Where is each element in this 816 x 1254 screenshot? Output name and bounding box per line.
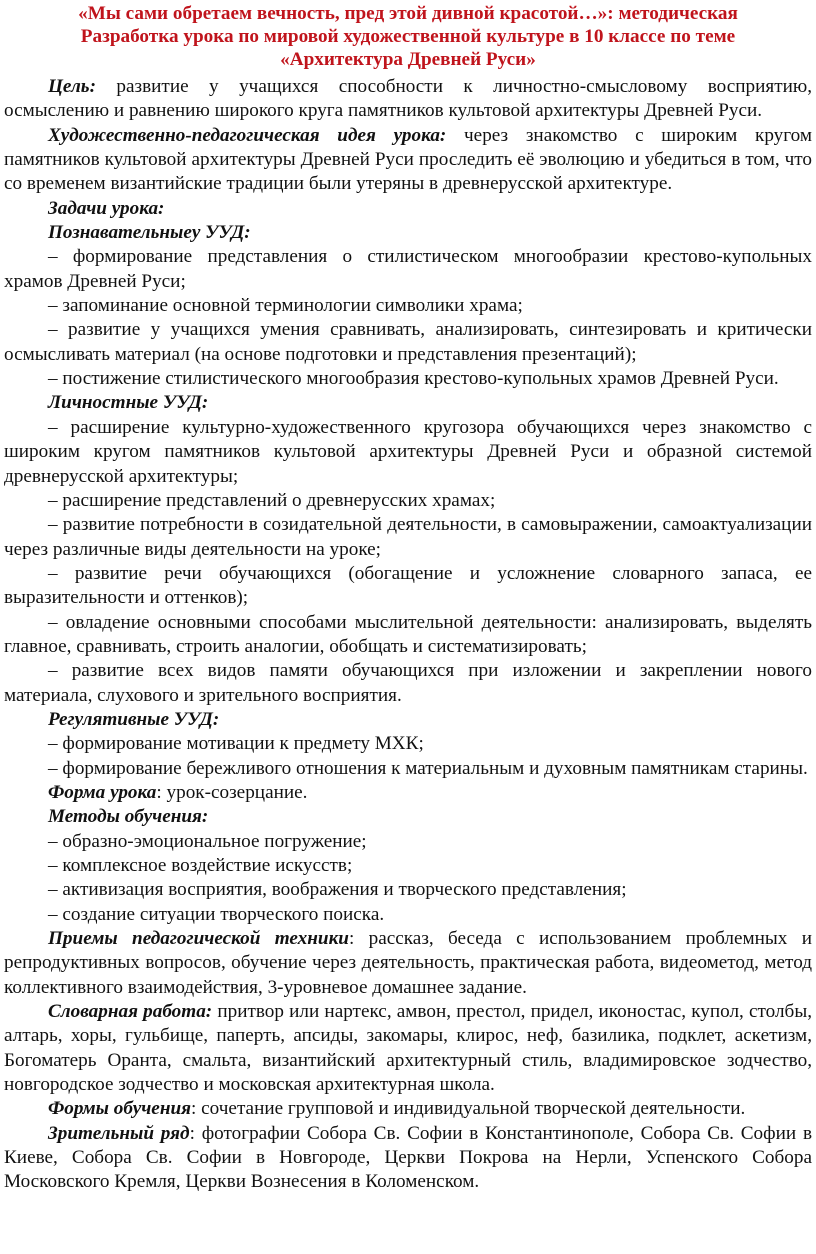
idea-paragraph [4, 124, 812, 197]
form-paragraph [4, 781, 812, 805]
visual-label: Зрительный ряд [48, 1122, 190, 1144]
techniques-label: Приемы педагогической техники [48, 928, 349, 950]
cognitive-item: – запоминание основной терминологии символики храма; [48, 295, 523, 317]
cognitive-heading: Познавательныеу УУД: [48, 222, 251, 244]
methods-item: – образно-эмоциональное погружение; [48, 830, 367, 852]
visual-text: : фотографии Собора Св. Софии в Константинополе, Собора Св. Софии в Киеве, Собора Св. Софии в Новгороде, Церкви Покрова на Нерли, Успенского Собора Московского Кремля, Церкви Вознесения в Коломенском. [4, 1122, 812, 1193]
methods-item: – активизация восприятия, воображения и творческого представления; [48, 879, 627, 901]
goal-paragraph [4, 75, 812, 124]
vocabulary-paragraph [4, 1000, 812, 1097]
methods-item: – создание ситуации творческого поиска. [48, 903, 385, 925]
methods-item: – комплексное воздействие искусств; [48, 855, 353, 876]
personal-item: – развитие речи обучающихся (обогащение и усложнение словарного запаса, ее выразительности и оттенков); [4, 562, 812, 609]
visual-paragraph [4, 1122, 812, 1195]
title-line-3: «Архитектура Древней Руси» [280, 49, 536, 70]
tasks-heading: Задачи урока: [48, 197, 165, 219]
goal-label: Цель: [48, 76, 96, 97]
forms-label: Формы обучения [48, 1098, 192, 1120]
regulatory-item: – формирование мотивации к предмету МХК; [48, 733, 424, 755]
idea-label: Художественно-педагогическая идея урока: [48, 124, 447, 146]
cognitive-item: – развитие у учащихся умения сравнивать, анализировать, синтезировать и критически осмысливать материал (на основе подготовки и представления презентаций); [4, 319, 812, 365]
title-line-2: Разработка урока по мировой художественной культуре в 10 классе по теме [80, 26, 736, 47]
cognitive-item: – формирование представления о стилистическом многообразии крестово-купольных храмов Древней Руси; [4, 246, 812, 292]
forms-paragraph [4, 1097, 812, 1121]
personal-item: – расширение культурно-художественного кругозора обучающихся через знакомство с широким кругом памятников культовой архитектуры Древней Руси и образной системой древнерусской архитектуры; [4, 416, 812, 487]
form-label: Форма урока [48, 781, 157, 803]
vocabulary-text: притвор или нартекс, амвон, престол, придел, иконостас, купол, столбы, алтарь, хоры, гульбище, паперть, апсиды, закомары, клирос, неф, базилика, подклет, аскетизм, Богоматерь Оранта, смальта, византийский архитектурный стиль, владимировское зодчество, новгородское зодчество и московская архитектурная школа. [4, 1001, 813, 1096]
personal-item: – развитие всех видов памяти обучающихся при изложении и закреплении нового материала, слухового и зрительного восприятия. [4, 660, 812, 706]
forms-text: : сочетание групповой и индивидуальной творческой деятельности. [191, 1098, 746, 1120]
techniques-text: : рассказ, беседа с использованием проблемных и репродуктивных вопросов, обучение через деятельность, практическая работа, видеометод, метод коллективного взаимодействия, 3-уровневое домашнее задание. [4, 928, 812, 998]
document-title [4, 2, 812, 71]
cognitive-item: – постижение стилистического многообразия крестово-купольных храмов Древней Руси. [48, 368, 779, 390]
goal-text: развитие у учащихся способности к личностно-смысловому восприятию, осмыслению и равнению широкого круга памятников культовой архитектуры Древней Руси. [4, 76, 812, 122]
vocabulary-label: Словарная работа: [48, 1001, 213, 1023]
personal-item: – развитие потребности в созидательной деятельности, в самовыражении, самоактуализации через различные виды деятельности на уроке; [4, 514, 812, 560]
idea-text: через знакомство с широким кругом памятников культовой архитектуры Древней Руси проследить её эволюцию и убедиться в том, что со временем византийские традиции были утеряны в древнерусской архитектуре. [4, 124, 813, 195]
regulatory-heading: Регулятивные УУД: [48, 708, 220, 730]
personal-heading: Личностные УУД: [48, 392, 209, 414]
personal-item: – овладение основными способами мыслительной деятельности: анализировать, выделять главное, сравнивать, строить аналогии, обобщать и систематизировать; [4, 611, 812, 657]
regulatory-item: – формирование бережливого отношения к материальным и духовным памятникам старины. [48, 757, 808, 779]
methods-heading: Методы обучения: [48, 806, 209, 828]
personal-item: – расширение представлений о древнерусских храмах; [48, 489, 496, 511]
form-text: : урок-созерцание. [156, 781, 308, 803]
title-line-1: «Мы сами обретаем вечность, пред этой дивной красотой…»: методическая [78, 3, 738, 24]
techniques-paragraph [4, 927, 812, 1000]
